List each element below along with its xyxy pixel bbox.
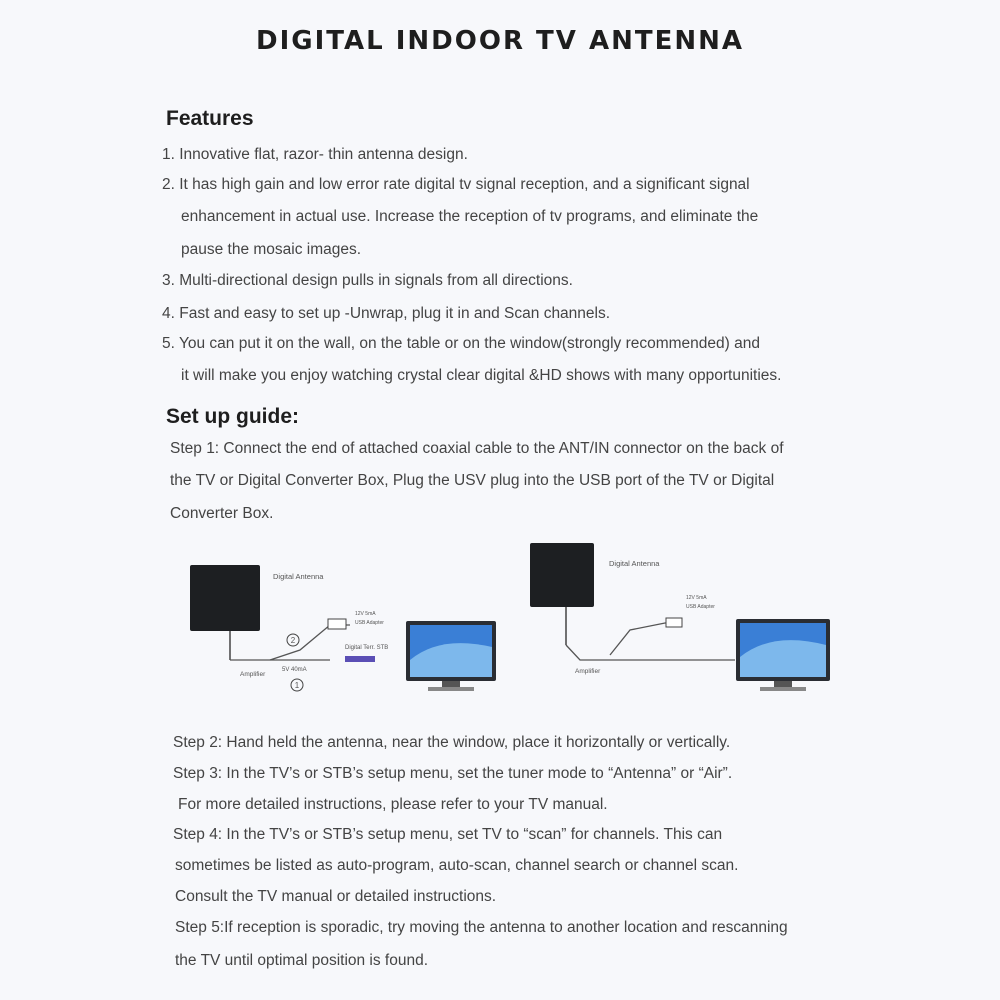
amplifier-label: Amplifier bbox=[575, 668, 601, 675]
setup-diagram-right bbox=[520, 535, 840, 705]
adapter-label-1: 12V 5mA bbox=[686, 595, 707, 601]
marker-2: 2 bbox=[290, 636, 296, 645]
adapter-label-2: USB Adapter bbox=[686, 604, 715, 610]
step-3-line-2: For more detailed instructions, please refer to your TV manual. bbox=[178, 796, 608, 813]
step-3-line-1: Step 3: In the TV’s or STB’s setup menu, set the tuner mode to “Antenna” or “Air”. bbox=[173, 765, 733, 782]
step-1-line-2: the TV or Digital Converter Box, Plug the USV plug into the USB port of the TV or Digital bbox=[170, 472, 775, 489]
usb-adapter bbox=[328, 619, 346, 629]
feature-2-line-1: 2. It has high gain and low error rate digital tv signal reception, and a significant signal bbox=[162, 176, 750, 193]
features-heading: Features bbox=[166, 107, 254, 130]
amplifier-label: Amplifier bbox=[240, 671, 266, 678]
adapter-label-2: USB Adapter bbox=[355, 620, 384, 626]
stb-label: Digital Terr. STB bbox=[345, 645, 389, 651]
feature-2-line-2: enhancement in actual use. Increase the reception of tv programs, and eliminate the bbox=[181, 208, 759, 225]
feature-2-line-3: pause the mosaic images. bbox=[181, 241, 362, 258]
feature-3-line-1: 3. Multi-directional design pulls in signals from all directions. bbox=[162, 272, 573, 289]
step-4-line-2: sometimes be listed as auto-program, auto-scan, channel search or channel scan. bbox=[175, 857, 739, 874]
step-5-line-2: the TV until optimal position is found. bbox=[175, 952, 429, 969]
feature-5-line-2: it will make you enjoy watching crystal clear digital &HD shows with many opportunities. bbox=[181, 367, 782, 384]
antenna-panel bbox=[530, 543, 594, 607]
step-2-line-1: Step 2: Hand held the antenna, near the window, place it horizontally or vertically. bbox=[173, 734, 731, 751]
adapter-label-1: 12V 5mA bbox=[355, 611, 376, 617]
feature-5-line-1: 5. You can put it on the wall, on the table or on the window(strongly recommended) and bbox=[162, 335, 760, 352]
antenna-label: Digital Antenna bbox=[273, 572, 324, 581]
setup-diagram-left bbox=[180, 535, 500, 705]
setup-heading: Set up guide: bbox=[166, 405, 299, 428]
stb-box bbox=[345, 656, 375, 662]
page-title: DIGITAL INDOOR TV ANTENNA bbox=[256, 26, 744, 56]
step-4-line-1: Step 4: In the TV’s or STB’s setup menu, set TV to “scan” for channels. This can bbox=[173, 826, 723, 843]
step-4-line-3: Consult the TV manual or detailed instructions. bbox=[175, 888, 497, 905]
feature-1-line-1: 1. Innovative flat, razor- thin antenna design. bbox=[162, 146, 468, 163]
usb-adapter bbox=[666, 618, 682, 627]
antenna-label: Digital Antenna bbox=[609, 559, 660, 568]
marker-1: 1 bbox=[294, 681, 300, 690]
step-1-line-1: Step 1: Connect the end of attached coaxial cable to the ANT/IN connector on the back of bbox=[170, 440, 784, 457]
feature-4-line-1: 4. Fast and easy to set up -Unwrap, plug it in and Scan channels. bbox=[162, 305, 611, 322]
power-label: 5V 40mA bbox=[282, 667, 307, 673]
step-1-line-3: Converter Box. bbox=[170, 505, 274, 522]
step-5-line-1: Step 5:If reception is sporadic, try moving the antenna to another location and rescanning bbox=[175, 919, 788, 936]
antenna-panel bbox=[190, 565, 260, 631]
tv-monitor bbox=[406, 621, 496, 691]
tv-monitor bbox=[736, 619, 830, 691]
